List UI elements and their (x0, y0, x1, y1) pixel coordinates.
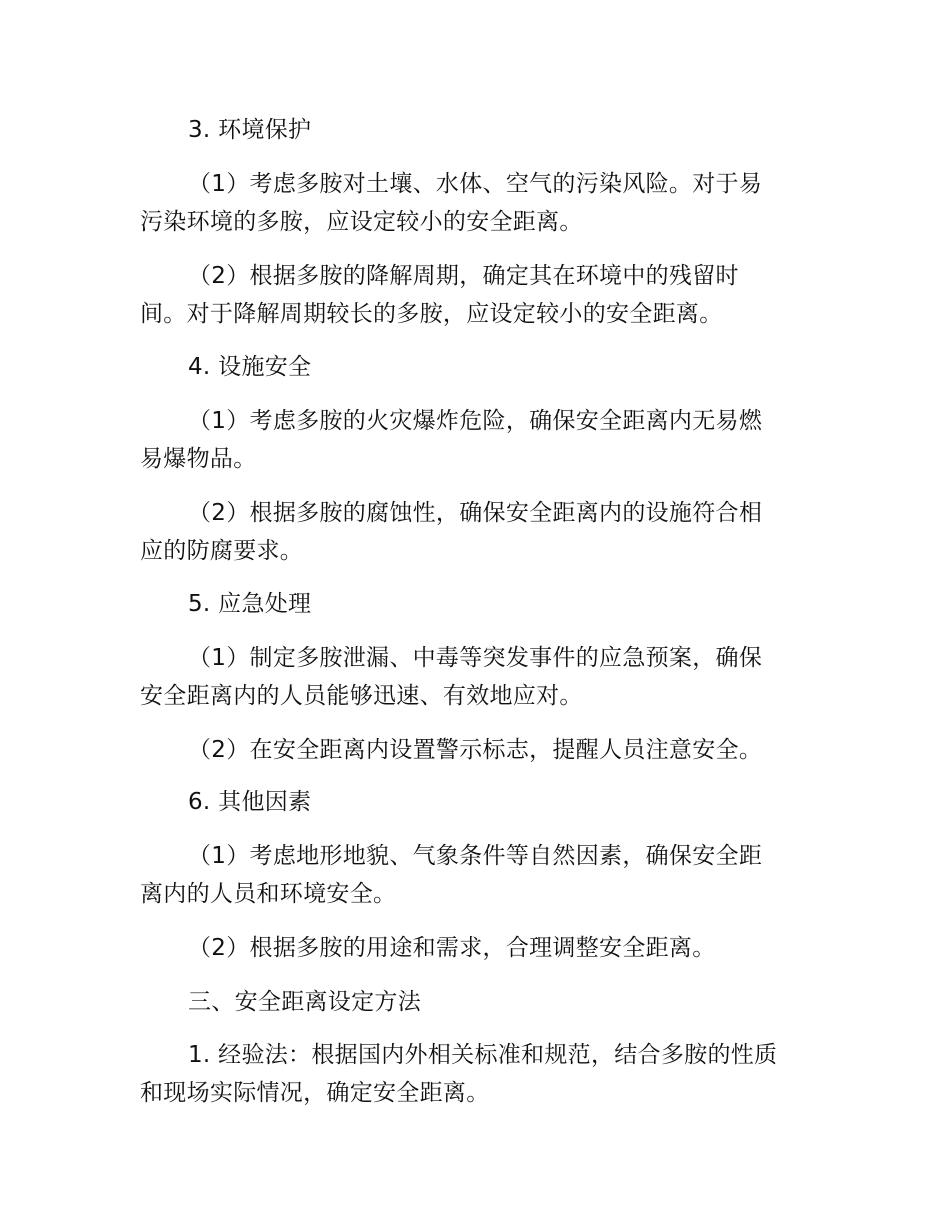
paragraph-line: （1）考虑多胺的火灾爆炸危险，确保安全距离内无易燃 (188, 408, 763, 434)
paragraph-line: （1）考虑地形地貌、气象条件等自然因素，确保安全距 (188, 843, 763, 869)
paragraph-line: （2）根据多胺的腐蚀性，确保安全距离内的设施符合相 (188, 500, 763, 526)
heading-other-factors: 6. 其他因素 (188, 789, 312, 815)
heading-safety-distance-methods: 三、安全距离设定方法 (188, 989, 421, 1015)
paragraph-line: （2）根据多胺的降解周期，确定其在环境中的残留时 (188, 263, 739, 289)
paragraph-line: （2）根据多胺的用途和需求，合理调整安全距离。 (188, 935, 716, 961)
paragraph-line: 污染环境的多胺，应设定较小的安全距离。 (140, 209, 583, 235)
paragraph-line: 1. 经验法：根据国内外相关标准和规范，结合多胺的性质 (188, 1042, 778, 1068)
paragraph-line: （1）制定多胺泄漏、中毒等突发事件的应急预案，确保 (188, 645, 763, 671)
heading-emergency-response: 5. 应急处理 (188, 591, 312, 617)
paragraph-line: （2）在安全距离内设置警示标志，提醒人员注意安全。 (188, 737, 763, 763)
paragraph-line: 离内的人员和环境安全。 (140, 881, 397, 907)
paragraph-line: 和现场实际情况，确定安全距离。 (140, 1080, 490, 1106)
paragraph-line: 间。对于降解周期较长的多胺，应设定较小的安全距离。 (140, 301, 723, 327)
paragraph-line: 安全距离内的人员能够迅速、有效地应对。 (140, 683, 583, 709)
heading-facility-safety: 4. 设施安全 (188, 354, 312, 380)
paragraph-line: 易爆物品。 (140, 446, 257, 472)
heading-environmental-protection: 3. 环境保护 (188, 117, 312, 143)
paragraph-line: 应的防腐要求。 (140, 538, 304, 564)
paragraph-line: （1）考虑多胺对土壤、水体、空气的污染风险。对于易 (188, 171, 763, 197)
